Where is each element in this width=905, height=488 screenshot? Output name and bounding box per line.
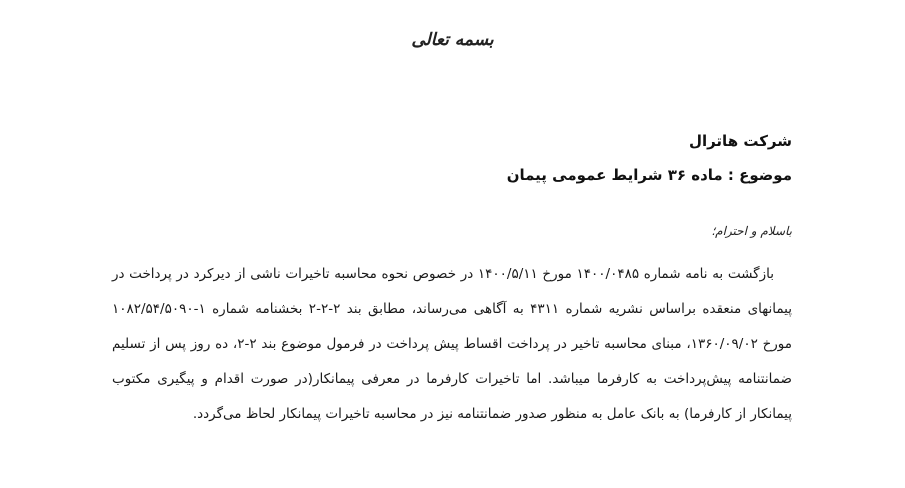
body-paragraph: بازگشت به نامه شماره ۱۴۰۰/۰۴۸۵ مورخ ۱۴۰۰/۵/۱۱ در خصوص نحوه محاسبه تاخیرات ناشی از دیرکرد در پرداخت در پیمانهای منعقده براساس نشریه شماره ۴۳۱۱ به آگاهی می‌رساند، مطابق بند ۲-۲-۲ بخشنامه شماره ۱-۱۰۸۲/۵۴/۵۰۹۰ مورخ ۱۳۶۰/۰۹/۰۲، مبنای محاسبه تاخیر در پرداخت اقساط پیش پرداخت در فرمول موضوع بند ۲-۲، ده روز پس از تسلیم ضمانتنامه پیش‌پرداخت به کارفرما میباشد. اما تاخیرات کارفرما در معرفی پیمانکار(در صورت اقدام و پیگیری مکتوب پیمانکار از کارفرما) به بانک عامل به منظور صدور ضمانتنامه نیز در محاسبه تاخیرات پیمانکار لحاظ می‌گردد. — [112, 266, 793, 422]
subject-line: موضوع : ماده ۳۶ شرایط عمومی پیمان — [506, 166, 792, 184]
invocation-heading: بسمه تعالی — [411, 30, 494, 50]
recipient-name: شرکت هاترال — [688, 132, 792, 150]
salutation: باسلام و احترام؛ — [711, 224, 792, 238]
letter-body — [112, 257, 792, 432]
